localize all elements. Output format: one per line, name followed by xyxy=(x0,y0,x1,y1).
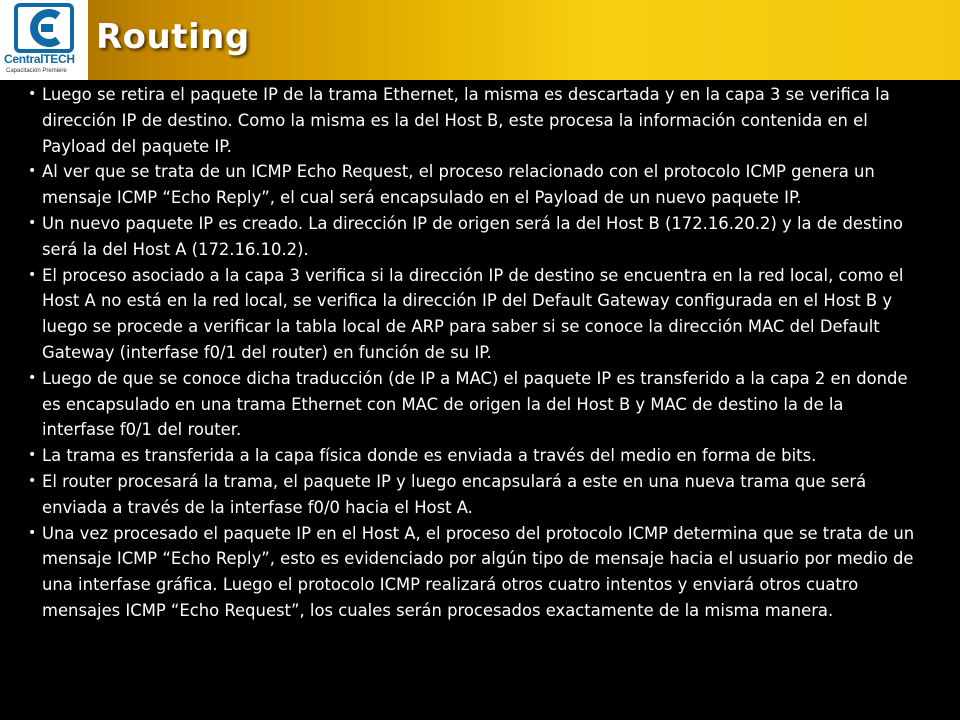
logo-name-prefix: Central xyxy=(4,52,44,66)
bullet-text: El proceso asociado a la capa 3 verifica si la dirección IP de destino se encuentra en la red local, como el Host A no está en la red local, se verifica la dirección IP del Default Gateway configurada en el Host B y luego se procede a verificar la tabla local de ARP para saber si se conoce la dirección MAC del Default Gateway (interfase f0/1 del router) en función de su IP. xyxy=(42,265,904,362)
page-title: Routing xyxy=(96,17,250,57)
bullet-icon: • xyxy=(28,266,37,283)
bullet-text: Luego se retira el paquete IP de la trama Ethernet, la misma es descartada y en la capa 3 se verifica la dirección IP de destino. Como la misma es la del Host B, este procesa la información contenida en el Payload del paquete IP. xyxy=(42,85,890,156)
logo-name xyxy=(4,53,88,66)
bullet-icon: • xyxy=(28,214,37,231)
bullet-icon: • xyxy=(28,369,37,386)
logo-tagline: Capacitación Premiere xyxy=(6,68,67,74)
bullet-text: Al ver que se trata de un ICMP Echo Request, el proceso relacionado con el protocolo ICMP genera un mensaje ICMP “Echo Reply”, el cual será encapsulado en el Payload de un nuevo paquete IP. xyxy=(42,162,875,208)
bullet-list xyxy=(28,82,918,624)
bullet-icon: • xyxy=(28,163,37,180)
bullet-icon: • xyxy=(28,472,37,489)
bullet-item xyxy=(28,263,918,366)
logo-name-suffix: TECH xyxy=(43,52,75,66)
bullet-text: Un nuevo paquete IP es creado. La dirección IP de origen será la del Host B (172.16.20.2) y la de destino será la del Host A (172.16.10.2). xyxy=(42,213,903,259)
bullet-item xyxy=(28,159,918,211)
bullet-text: La trama es transferida a la capa física donde es enviada a través del medio en forma de bits. xyxy=(42,446,817,466)
bullet-item xyxy=(28,443,918,469)
bullet-content xyxy=(28,82,918,624)
bullet-item xyxy=(28,211,918,263)
logo xyxy=(0,0,88,80)
bullet-item xyxy=(28,366,918,443)
bullet-icon: • xyxy=(28,447,37,464)
bullet-icon: • xyxy=(28,86,37,102)
bullet-item xyxy=(28,82,918,159)
c-logo-icon xyxy=(14,3,74,53)
bullet-text: El router procesará la trama, el paquete IP y luego encapsulará a este en una nueva trama que será enviada a través de la interfase f0/0 hacia el Host A. xyxy=(42,471,867,517)
bullet-text: Luego de que se conoce dicha traducción (de IP a MAC) el paquete IP es transferido a la capa 2 en donde es encapsulado en una trama Ethernet con MAC de origen la del Host B y MAC de destino la de la interfase f0/1 del router. xyxy=(42,368,908,440)
bullet-icon: • xyxy=(28,524,37,541)
bullet-item xyxy=(28,521,918,624)
bullet-item xyxy=(28,469,918,521)
bullet-text: Una vez procesado el paquete IP en el Host A, el proceso del protocolo ICMP determina que se trata de un mensaje ICMP “Echo Reply”, esto es evidenciado por algún tipo de mensaje hacia el usuario por medio de una interfase gráfica. Luego el protocolo ICMP realizará otros cuatro intentos y enviará otros cuatro mensajes ICMP “Echo Request”, los cuales serán procesados exactamente de la misma manera. xyxy=(42,523,915,620)
